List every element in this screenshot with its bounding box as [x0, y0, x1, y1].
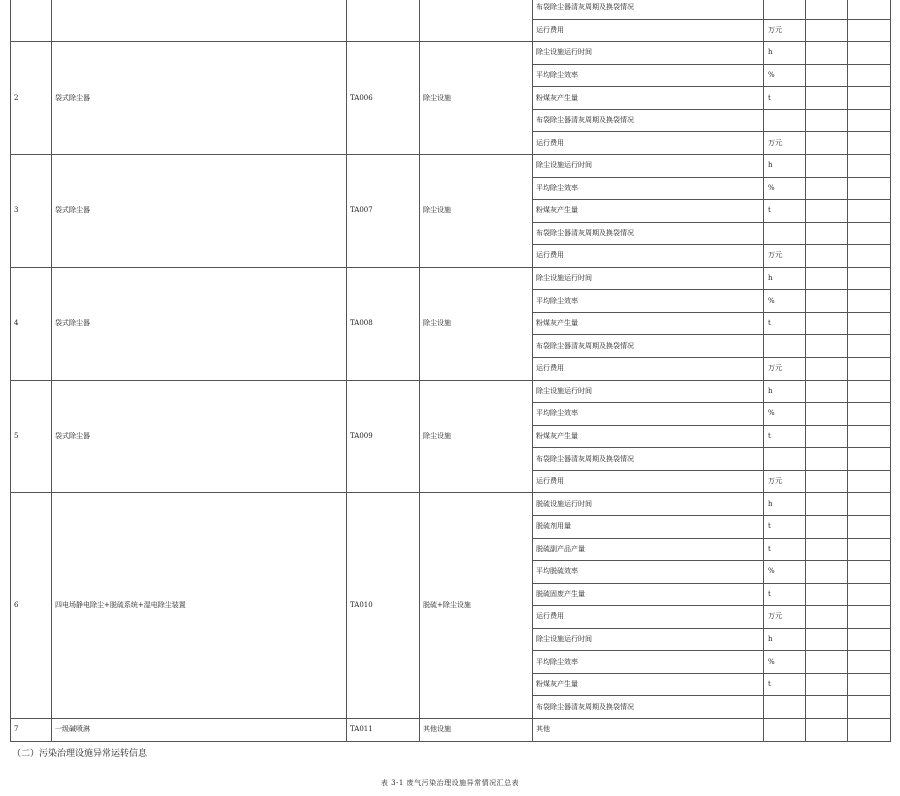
value-cell	[806, 673, 848, 696]
value-cell	[806, 470, 848, 493]
param-item-cell: 粉煤灰产生量	[533, 673, 764, 696]
value-cell	[806, 109, 848, 132]
value-cell	[806, 448, 848, 471]
param-unit-cell: %	[764, 403, 806, 426]
value-cell	[806, 628, 848, 651]
note-cell	[848, 42, 891, 65]
param-unit-cell: %	[764, 177, 806, 200]
param-item-cell: 运行费用	[533, 245, 764, 268]
facility-type-cell: 其他设施	[420, 719, 533, 742]
note-cell	[848, 132, 891, 155]
facility-name-cell: 四电场静电除尘+脱硫系统+湿电除尘装置	[52, 493, 347, 719]
value-cell	[806, 719, 848, 742]
param-unit-cell: t	[764, 583, 806, 606]
value-cell	[806, 335, 848, 358]
param-unit-cell: %	[764, 651, 806, 674]
param-item-cell: 脱硫剂用量	[533, 515, 764, 538]
param-item-cell: 平均除尘效率	[533, 403, 764, 426]
param-unit-cell: %	[764, 64, 806, 87]
param-item-cell: 粉煤灰产生量	[533, 200, 764, 223]
value-cell	[806, 42, 848, 65]
note-cell	[848, 606, 891, 629]
note-cell	[848, 628, 891, 651]
param-unit-cell: 万元	[764, 358, 806, 381]
facility-name-cell: 袋式除尘器	[52, 154, 347, 267]
value-cell	[806, 493, 848, 516]
note-cell	[848, 583, 891, 606]
value-cell	[806, 538, 848, 561]
param-unit-cell: 万元	[764, 132, 806, 155]
param-item-cell: 除尘设施运行时间	[533, 267, 764, 290]
note-cell	[848, 87, 891, 110]
param-item-cell: 除尘设施运行时间	[533, 380, 764, 403]
value-cell	[806, 0, 848, 19]
value-cell	[806, 606, 848, 629]
facility-no-cell: 5	[11, 380, 52, 493]
note-cell	[848, 561, 891, 584]
facility-no-cell: 6	[11, 493, 52, 719]
param-item-cell: 除尘设施运行时间	[533, 628, 764, 651]
note-cell	[848, 312, 891, 335]
param-unit-cell	[764, 448, 806, 471]
param-item-cell: 平均脱硫效率	[533, 561, 764, 584]
facility-type-cell: 脱硫+除尘设施	[420, 493, 533, 719]
value-cell	[806, 425, 848, 448]
param-unit-cell: t	[764, 425, 806, 448]
facility-code-cell: TA010	[347, 493, 420, 719]
param-item-cell: 除尘设施运行时间	[533, 42, 764, 65]
facility-code-cell: TA006	[347, 42, 420, 155]
param-unit-cell: t	[764, 312, 806, 335]
facility-no-cell: 3	[11, 154, 52, 267]
note-cell	[848, 290, 891, 313]
param-unit-cell: t	[764, 673, 806, 696]
param-unit-cell	[764, 335, 806, 358]
note-cell	[848, 538, 891, 561]
facility-name-cell: 袋式除尘器	[52, 267, 347, 380]
facility-type-cell	[420, 0, 533, 42]
param-unit-cell	[764, 0, 806, 19]
table-row	[11, 380, 891, 403]
value-cell	[806, 561, 848, 584]
facility-type-cell: 除尘设施	[420, 267, 533, 380]
param-item-cell: 布袋除尘器清灰周期及换袋情况	[533, 0, 764, 19]
param-item-cell: 平均除尘效率	[533, 290, 764, 313]
table-row	[11, 42, 891, 65]
note-cell	[848, 515, 891, 538]
param-unit-cell: t	[764, 87, 806, 110]
facility-type-cell: 除尘设施	[420, 154, 533, 267]
facility-no-cell	[11, 0, 52, 42]
param-item-cell: 平均除尘效率	[533, 64, 764, 87]
param-unit-cell: 万元	[764, 606, 806, 629]
note-cell	[848, 64, 891, 87]
note-cell	[848, 719, 891, 742]
param-unit-cell	[764, 222, 806, 245]
facility-no-cell: 4	[11, 267, 52, 380]
facility-type-cell: 除尘设施	[420, 42, 533, 155]
value-cell	[806, 515, 848, 538]
param-item-cell: 运行费用	[533, 132, 764, 155]
facility-no-cell: 2	[11, 42, 52, 155]
param-item-cell: 脱硫固废产生量	[533, 583, 764, 606]
note-cell	[848, 425, 891, 448]
param-item-cell: 平均除尘效率	[533, 651, 764, 674]
param-item-cell: 除尘设施运行时间	[533, 154, 764, 177]
param-item-cell: 脱硫设施运行时间	[533, 493, 764, 516]
note-cell	[848, 109, 891, 132]
section-heading: （二）污染治理设施异常运转信息	[12, 749, 148, 759]
facility-name-cell: 一级碱喷淋	[52, 719, 347, 742]
param-unit-cell: h	[764, 493, 806, 516]
facility-code-cell: TA011	[347, 719, 420, 742]
param-unit-cell: h	[764, 154, 806, 177]
param-item-cell: 运行费用	[533, 19, 764, 42]
value-cell	[806, 19, 848, 42]
note-cell	[848, 696, 891, 719]
facility-type-cell: 除尘设施	[420, 380, 533, 493]
table-row	[11, 0, 891, 19]
note-cell	[848, 200, 891, 223]
value-cell	[806, 64, 848, 87]
param-unit-cell: t	[764, 200, 806, 223]
value-cell	[806, 290, 848, 313]
note-cell	[848, 245, 891, 268]
param-unit-cell: 万元	[764, 19, 806, 42]
note-cell	[848, 222, 891, 245]
value-cell	[806, 222, 848, 245]
facility-name-cell: 袋式除尘器	[52, 42, 347, 155]
value-cell	[806, 154, 848, 177]
note-cell	[848, 0, 891, 19]
param-unit-cell: 万元	[764, 470, 806, 493]
table-caption: 表 3-1 废气污染治理设施异常情况汇总表	[380, 779, 520, 787]
value-cell	[806, 696, 848, 719]
facility-code-cell	[347, 0, 420, 42]
param-item-cell: 平均除尘效率	[533, 177, 764, 200]
facility-code-cell: TA008	[347, 267, 420, 380]
param-item-cell: 脱硫副产品产量	[533, 538, 764, 561]
param-unit-cell: 万元	[764, 245, 806, 268]
param-item-cell: 粉煤灰产生量	[533, 312, 764, 335]
value-cell	[806, 358, 848, 381]
facility-code-cell: TA009	[347, 380, 420, 493]
note-cell	[848, 177, 891, 200]
note-cell	[848, 19, 891, 42]
value-cell	[806, 87, 848, 110]
param-unit-cell: h	[764, 267, 806, 290]
param-item-cell: 布袋除尘器清灰周期及换袋情况	[533, 448, 764, 471]
facility-name-cell	[52, 0, 347, 42]
value-cell	[806, 380, 848, 403]
param-item-cell: 布袋除尘器清灰周期及换袋情况	[533, 109, 764, 132]
value-cell	[806, 403, 848, 426]
param-unit-cell: t	[764, 538, 806, 561]
note-cell	[848, 154, 891, 177]
table-row	[11, 719, 891, 742]
param-unit-cell: h	[764, 380, 806, 403]
param-item-cell: 运行费用	[533, 470, 764, 493]
value-cell	[806, 177, 848, 200]
param-item-cell: 粉煤灰产生量	[533, 425, 764, 448]
param-unit-cell: %	[764, 290, 806, 313]
param-item-cell: 运行费用	[533, 606, 764, 629]
note-cell	[848, 651, 891, 674]
param-unit-cell: h	[764, 628, 806, 651]
note-cell	[848, 673, 891, 696]
value-cell	[806, 651, 848, 674]
note-cell	[848, 448, 891, 471]
param-item-cell: 运行费用	[533, 358, 764, 381]
param-unit-cell	[764, 696, 806, 719]
note-cell	[848, 380, 891, 403]
value-cell	[806, 245, 848, 268]
table-row	[11, 154, 891, 177]
note-cell	[848, 470, 891, 493]
table-row	[11, 267, 891, 290]
value-cell	[806, 200, 848, 223]
note-cell	[848, 493, 891, 516]
note-cell	[848, 335, 891, 358]
param-item-cell: 布袋除尘器清灰周期及换袋情况	[533, 222, 764, 245]
param-item-cell: 粉煤灰产生量	[533, 87, 764, 110]
param-unit-cell	[764, 109, 806, 132]
param-unit-cell	[764, 719, 806, 742]
param-unit-cell: %	[764, 561, 806, 584]
facility-no-cell: 7	[11, 719, 52, 742]
param-unit-cell: t	[764, 515, 806, 538]
param-item-cell: 其他	[533, 719, 764, 742]
value-cell	[806, 312, 848, 335]
note-cell	[848, 267, 891, 290]
param-unit-cell: h	[764, 42, 806, 65]
note-cell	[848, 403, 891, 426]
facility-code-cell: TA007	[347, 154, 420, 267]
facility-name-cell: 袋式除尘器	[52, 380, 347, 493]
param-item-cell: 布袋除尘器清灰周期及换袋情况	[533, 335, 764, 358]
note-cell	[848, 358, 891, 381]
value-cell	[806, 132, 848, 155]
value-cell	[806, 583, 848, 606]
param-item-cell: 布袋除尘器清灰周期及换袋情况	[533, 696, 764, 719]
facility-parameter-table	[10, 0, 891, 742]
table-row	[11, 493, 891, 516]
value-cell	[806, 267, 848, 290]
